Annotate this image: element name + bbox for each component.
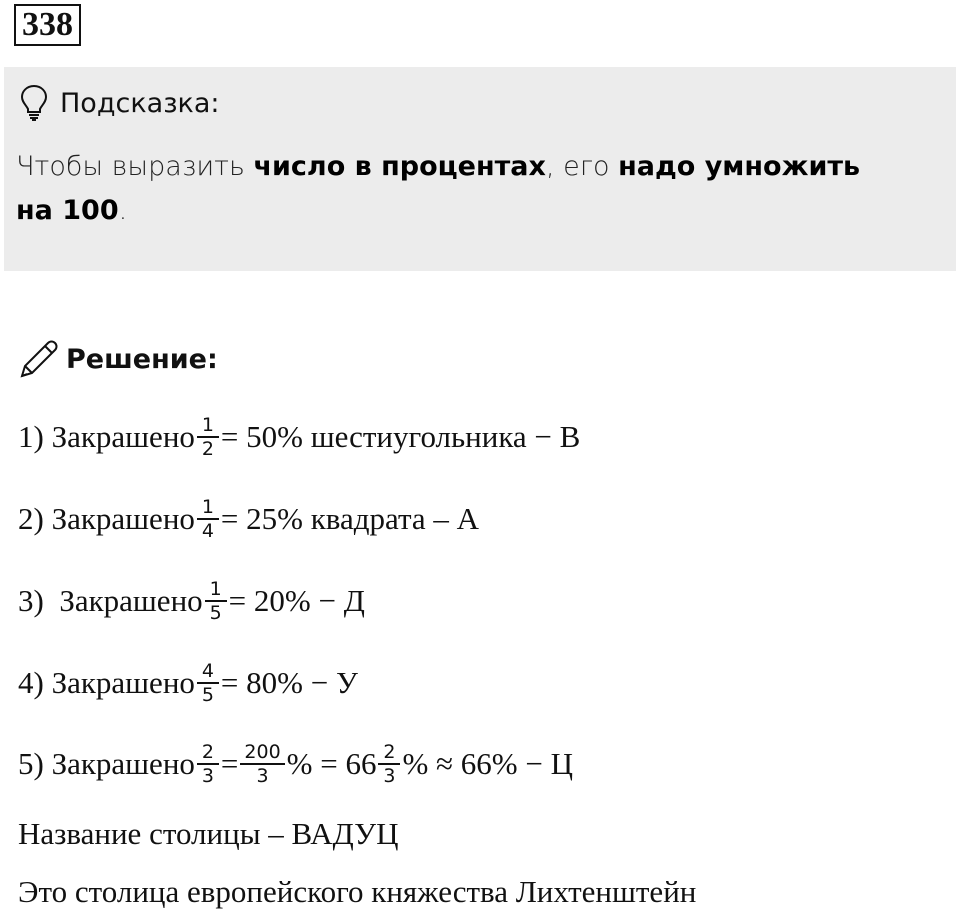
fraction bbox=[199, 660, 217, 706]
line-suffix: = 20% − Д bbox=[228, 583, 365, 618]
numerator: 200 bbox=[244, 741, 281, 763]
line-prefix: 4) Закрашено bbox=[18, 665, 195, 700]
fraction bbox=[199, 414, 217, 460]
line-prefix: 3) Закрашено bbox=[18, 583, 203, 618]
solution-line-2 bbox=[18, 496, 479, 542]
denominator: 5 bbox=[209, 602, 222, 624]
fraction bbox=[242, 741, 282, 787]
fraction bbox=[380, 741, 398, 787]
solution-line-4 bbox=[18, 660, 358, 706]
line-prefix: 5) Закрашено bbox=[18, 746, 195, 781]
fraction bbox=[207, 578, 225, 624]
hint-bold-part: число в процентах bbox=[253, 151, 546, 182]
hint-bold-part: надо умножить на 100 bbox=[16, 151, 861, 226]
solution-title: Решение: bbox=[66, 343, 218, 375]
line-suffix: % ≈ 66% − Ц bbox=[402, 746, 573, 781]
hint-panel bbox=[4, 67, 956, 271]
numerator: 1 bbox=[201, 496, 214, 518]
line-prefix: 2) Закрашено bbox=[18, 501, 195, 536]
fraction bbox=[199, 496, 217, 542]
numerator: 4 bbox=[201, 660, 214, 682]
line-prefix: 1) Закрашено bbox=[18, 419, 195, 454]
equals-sign: = bbox=[220, 746, 239, 781]
numerator: 1 bbox=[209, 578, 222, 600]
fraction bbox=[199, 741, 217, 787]
denominator: 4 bbox=[201, 520, 214, 542]
solution-line-3 bbox=[18, 578, 365, 624]
numerator: 2 bbox=[383, 741, 396, 763]
line-suffix: = 80% − У bbox=[220, 665, 358, 700]
line-suffix: = 25% квадрата – А bbox=[220, 501, 480, 536]
numerator: 2 bbox=[201, 741, 214, 763]
solution-line-1 bbox=[18, 414, 580, 460]
denominator: 3 bbox=[256, 765, 269, 787]
problem-number: 338 bbox=[14, 4, 81, 46]
lightbulb-icon bbox=[18, 83, 50, 123]
solution-header bbox=[16, 336, 218, 382]
hint-text bbox=[16, 145, 876, 233]
numerator: 1 bbox=[201, 414, 214, 436]
line-suffix: = 50% шестиугольника − В bbox=[220, 419, 581, 454]
hint-text-part: , его bbox=[545, 151, 619, 182]
denominator: 5 bbox=[201, 684, 214, 706]
denominator: 3 bbox=[201, 765, 214, 787]
solution-line-5 bbox=[18, 741, 573, 787]
line-middle: % = 66 bbox=[286, 746, 377, 781]
hint-text-part: . bbox=[118, 195, 128, 226]
country-line: Это столица европейского княжества Лихтенштейн bbox=[18, 874, 697, 909]
capital-line: Название столицы – ВАДУЦ bbox=[18, 816, 399, 851]
hint-title: Подсказка: bbox=[60, 87, 220, 119]
pencil-icon bbox=[16, 336, 62, 382]
hint-header bbox=[18, 83, 220, 123]
denominator: 3 bbox=[383, 765, 396, 787]
denominator: 2 bbox=[201, 438, 214, 460]
hint-text-part: Чтобы выразить bbox=[16, 151, 254, 182]
